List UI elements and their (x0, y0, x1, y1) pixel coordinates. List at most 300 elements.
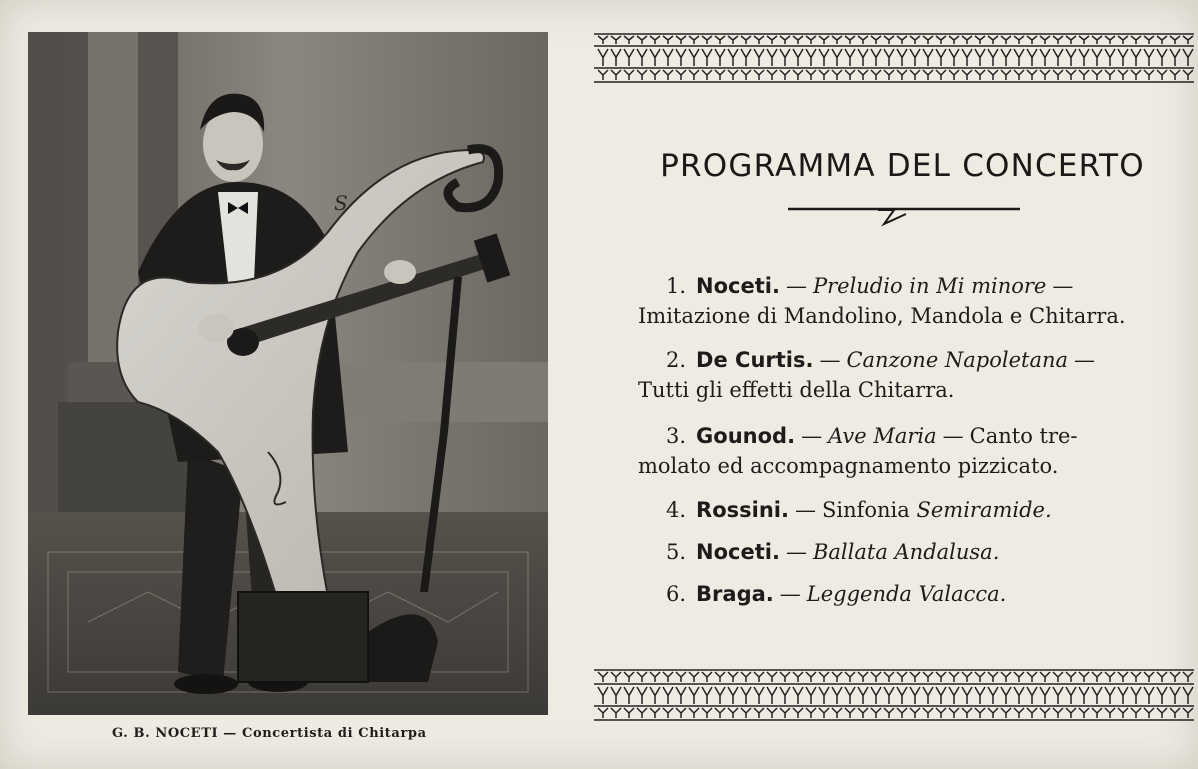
border-motif (1131, 36, 1141, 44)
border-motif (598, 687, 608, 704)
border-motif (975, 672, 985, 682)
border-motif (650, 672, 660, 682)
border-motif (702, 672, 712, 682)
border-motif (832, 708, 842, 718)
border-motif (845, 36, 855, 44)
border-motif (1027, 70, 1037, 80)
border-motif (1157, 687, 1167, 704)
border-motif (1040, 687, 1050, 704)
border-motif (1092, 49, 1102, 66)
border-motif (676, 672, 686, 682)
border-motif (988, 36, 998, 44)
border-motif (728, 687, 738, 704)
border-motif (923, 36, 933, 44)
border-motif (1144, 49, 1154, 66)
border-motif (819, 49, 829, 66)
border-motif (819, 708, 829, 718)
border-motif (897, 672, 907, 682)
border-motif (650, 70, 660, 80)
border-motif (806, 70, 816, 80)
border-motif (871, 70, 881, 80)
border-motif (819, 70, 829, 80)
border-motif (1183, 49, 1193, 66)
border-motif (949, 672, 959, 682)
border-motif (1118, 672, 1128, 682)
item-note: molato ed accompagnamento pizzicato. (638, 454, 1059, 478)
program-item-2 (638, 348, 1173, 402)
border-motif (1014, 49, 1024, 66)
border-motif (728, 49, 738, 66)
border-motif (1157, 49, 1167, 66)
border-motif (715, 687, 725, 704)
border-motif (858, 36, 868, 44)
border-motif (689, 708, 699, 718)
border-motif (728, 672, 738, 682)
border-motif (741, 708, 751, 718)
border-motif (1066, 672, 1076, 682)
border-motif (1027, 672, 1037, 682)
border-motif (897, 70, 907, 80)
border-motif (949, 49, 959, 66)
border-motif (663, 70, 673, 80)
border-motif (910, 687, 920, 704)
border-motif (1157, 708, 1167, 718)
border-motif (806, 49, 816, 66)
border-motif (780, 687, 790, 704)
border-motif (1170, 672, 1180, 682)
item-piece: Semiramide. (916, 498, 1052, 522)
border-motif (923, 70, 933, 80)
border-motif (962, 687, 972, 704)
border-motif (1040, 49, 1050, 66)
border-motif (1183, 708, 1193, 718)
border-motif (689, 672, 699, 682)
border-motif (663, 687, 673, 704)
border-motif (715, 70, 725, 80)
border-motif (1027, 36, 1037, 44)
item-composer: Noceti. (696, 274, 780, 298)
border-motif (741, 687, 751, 704)
border-motif (741, 49, 751, 66)
border-motif (923, 672, 933, 682)
border-motif (1183, 70, 1193, 80)
border-motif (884, 687, 894, 704)
border-motif (858, 687, 868, 704)
border-motif (936, 708, 946, 718)
border-motif (1131, 70, 1141, 80)
border-motif (975, 49, 985, 66)
border-motif (715, 49, 725, 66)
border-motif (923, 708, 933, 718)
ornamental-border-bottom (592, 666, 1196, 724)
border-motif (715, 708, 725, 718)
border-motif (1092, 672, 1102, 682)
border-motif (637, 708, 647, 718)
border-motif (858, 49, 868, 66)
border-motif (962, 708, 972, 718)
border-motif (962, 36, 972, 44)
border-motif (1001, 687, 1011, 704)
border-motif (663, 36, 673, 44)
border-motif (741, 36, 751, 44)
border-motif (702, 49, 712, 66)
border-motif (780, 36, 790, 44)
border-motif (741, 672, 751, 682)
title-underline-ornament (786, 202, 1022, 228)
border-motif (845, 672, 855, 682)
border-motif (806, 36, 816, 44)
border-motif (650, 36, 660, 44)
border-motif (910, 49, 920, 66)
item-dash: — (794, 498, 816, 522)
border-motif (702, 70, 712, 80)
border-motif (1118, 49, 1128, 66)
border-motif (806, 708, 816, 718)
border-motif (624, 687, 634, 704)
border-motif (988, 672, 998, 682)
item-dash-trailing: — (942, 424, 964, 448)
item-dash: — (785, 274, 807, 298)
border-motif (884, 36, 894, 44)
border-motif (1170, 36, 1180, 44)
border-motif (702, 687, 712, 704)
border-motif (845, 49, 855, 66)
border-motif (1001, 672, 1011, 682)
item-composer: Gounod. (696, 424, 796, 448)
item-number: 2. (666, 348, 687, 372)
photograph-illustration (28, 32, 548, 715)
border-motif (598, 36, 608, 44)
border-motif (962, 672, 972, 682)
border-motif (949, 687, 959, 704)
border-motif (897, 36, 907, 44)
border-motif (975, 687, 985, 704)
border-motif (845, 708, 855, 718)
border-motif (1053, 672, 1063, 682)
border-motif (624, 49, 634, 66)
border-motif (1131, 672, 1141, 682)
program-title: PROGRAMMA DEL CONCERTO (660, 148, 1145, 184)
border-motif (624, 70, 634, 80)
item-composer: Noceti. (696, 540, 780, 564)
border-motif (910, 708, 920, 718)
border-motif (1105, 70, 1115, 80)
border-motif (598, 672, 608, 682)
border-motif (767, 70, 777, 80)
border-motif (715, 672, 725, 682)
border-motif (962, 70, 972, 80)
border-motif (637, 687, 647, 704)
border-motif (1170, 70, 1180, 80)
border-motif (793, 36, 803, 44)
performer-photograph (28, 32, 548, 715)
border-motif (1027, 49, 1037, 66)
item-dash: — (779, 582, 801, 606)
border-motif (1079, 708, 1089, 718)
border-motif (676, 36, 686, 44)
border-motif (1157, 672, 1167, 682)
border-motif (650, 708, 660, 718)
border-motif (728, 708, 738, 718)
border-motif (988, 70, 998, 80)
border-motif (1066, 70, 1076, 80)
border-motif (819, 672, 829, 682)
border-motif (637, 49, 647, 66)
item-dash: — (801, 424, 823, 448)
border-motif (1105, 49, 1115, 66)
border-motif (1105, 672, 1115, 682)
border-motif (975, 708, 985, 718)
border-motif (1092, 687, 1102, 704)
border-motif (910, 70, 920, 80)
photo-caption: G. B. NOCETI — Concertista di Chitarpa (112, 726, 427, 741)
border-motif (754, 672, 764, 682)
border-motif (767, 672, 777, 682)
border-motif (806, 672, 816, 682)
border-motif (923, 687, 933, 704)
border-motif (1027, 708, 1037, 718)
border-motif (1079, 70, 1089, 80)
border-motif (689, 49, 699, 66)
border-motif (1157, 36, 1167, 44)
border-motif (1066, 49, 1076, 66)
item-number: 1. (666, 274, 687, 298)
border-motif (1014, 672, 1024, 682)
border-motif (611, 49, 621, 66)
border-motif (1170, 708, 1180, 718)
border-motif (676, 70, 686, 80)
border-motif (806, 687, 816, 704)
border-motif (676, 687, 686, 704)
border-motif (1183, 36, 1193, 44)
border-motif (793, 708, 803, 718)
border-motif (728, 70, 738, 80)
border-motif (1079, 672, 1089, 682)
border-motif (1144, 708, 1154, 718)
item-note: Tutti gli effetti della Chitarra. (638, 378, 955, 402)
border-motif (1105, 36, 1115, 44)
border-motif (910, 36, 920, 44)
border-motif (884, 708, 894, 718)
sound-hole-s-mark: S (334, 191, 348, 215)
item-number: 4. (666, 498, 687, 522)
border-motif (832, 687, 842, 704)
border-motif (689, 687, 699, 704)
border-motif (650, 49, 660, 66)
border-motif (1170, 687, 1180, 704)
border-motif (871, 708, 881, 718)
border-motif (780, 49, 790, 66)
border-motif (598, 708, 608, 718)
item-composer: De Curtis. (696, 348, 814, 372)
program-item-5 (638, 540, 1173, 564)
border-motif (715, 36, 725, 44)
program-item-3 (638, 424, 1173, 478)
border-motif (1053, 687, 1063, 704)
border-motif (676, 708, 686, 718)
border-motif (962, 49, 972, 66)
border-motif (598, 70, 608, 80)
border-motif (1144, 70, 1154, 80)
border-motif (780, 70, 790, 80)
item-piece: Canzone Napoletana (846, 348, 1069, 372)
border-motif (1079, 49, 1089, 66)
border-motif (897, 687, 907, 704)
item-number: 6. (666, 582, 687, 606)
border-motif (858, 708, 868, 718)
border-motif (1001, 708, 1011, 718)
border-motif (988, 708, 998, 718)
border-motif (611, 708, 621, 718)
harp-base (238, 592, 368, 682)
border-motif (949, 70, 959, 80)
program-item-4 (638, 498, 1173, 522)
border-motif (936, 70, 946, 80)
border-motif (1014, 70, 1024, 80)
border-motif (676, 49, 686, 66)
item-note-start: Canto tre- (969, 424, 1078, 448)
border-motif (936, 687, 946, 704)
border-motif (1118, 708, 1128, 718)
border-motif (858, 70, 868, 80)
border-motif (1118, 687, 1128, 704)
item-piece: Ballata Andalusa. (812, 540, 1000, 564)
border-motif (845, 687, 855, 704)
border-motif (1014, 36, 1024, 44)
border-motif (832, 672, 842, 682)
border-motif (702, 36, 712, 44)
border-motif (884, 70, 894, 80)
item-piece: Preludio in Mi minore (812, 274, 1047, 298)
border-motif (845, 70, 855, 80)
border-motif (637, 672, 647, 682)
border-motif (663, 672, 673, 682)
border-motif (975, 36, 985, 44)
border-motif (1105, 687, 1115, 704)
border-motif (1079, 687, 1089, 704)
border-motif (832, 36, 842, 44)
border-motif (897, 49, 907, 66)
border-motif (1183, 687, 1193, 704)
item-piece: Leggenda Valacca. (806, 582, 1007, 606)
program-item-1 (638, 274, 1173, 328)
border-motif (1144, 687, 1154, 704)
border-motif (637, 70, 647, 80)
border-motif (1014, 687, 1024, 704)
border-motif (1144, 36, 1154, 44)
border-motif (910, 672, 920, 682)
program-item-6 (638, 582, 1173, 606)
border-motif (832, 49, 842, 66)
border-motif (1118, 36, 1128, 44)
border-motif (793, 70, 803, 80)
border-motif (611, 672, 621, 682)
border-motif (936, 672, 946, 682)
border-motif (1053, 49, 1063, 66)
border-motif (780, 672, 790, 682)
border-motif (702, 708, 712, 718)
border-motif (1040, 70, 1050, 80)
border-motif (871, 687, 881, 704)
border-motif (767, 49, 777, 66)
border-motif (663, 49, 673, 66)
border-motif (988, 687, 998, 704)
border-motif (897, 708, 907, 718)
border-motif (1092, 70, 1102, 80)
border-motif (728, 36, 738, 44)
border-motif (988, 49, 998, 66)
border-motif (1027, 687, 1037, 704)
ornamental-border-top (592, 30, 1196, 86)
border-motif (949, 708, 959, 718)
border-motif (871, 672, 881, 682)
border-motif (1118, 70, 1128, 80)
item-composer: Braga. (696, 582, 774, 606)
border-motif (754, 687, 764, 704)
border-motif (1131, 49, 1141, 66)
border-motif (1040, 36, 1050, 44)
border-motif (754, 70, 764, 80)
border-motif (598, 49, 608, 66)
border-motif (1001, 36, 1011, 44)
border-motif (871, 49, 881, 66)
border-motif (819, 687, 829, 704)
border-motif (1079, 36, 1089, 44)
border-motif (611, 70, 621, 80)
border-motif (793, 672, 803, 682)
item-dash-trailing: — (1074, 348, 1096, 372)
item-piece: Ave Maria (828, 424, 937, 448)
border-motif (624, 672, 634, 682)
border-motif (1131, 687, 1141, 704)
border-motif (611, 687, 621, 704)
border-motif (1157, 70, 1167, 80)
border-motif (663, 708, 673, 718)
border-motif (1170, 49, 1180, 66)
border-motif (767, 687, 777, 704)
border-motif (1066, 36, 1076, 44)
item-dash-trailing: — (1052, 274, 1074, 298)
border-motif (1105, 708, 1115, 718)
border-motif (767, 708, 777, 718)
border-motif (754, 708, 764, 718)
border-motif (1040, 672, 1050, 682)
border-motif (871, 36, 881, 44)
border-motif (689, 36, 699, 44)
border-motif (936, 36, 946, 44)
border-motif (624, 36, 634, 44)
item-dash: — (819, 348, 841, 372)
border-motif (754, 49, 764, 66)
border-motif (858, 672, 868, 682)
border-motif (689, 70, 699, 80)
border-motif (1001, 70, 1011, 80)
border-motif (1053, 70, 1063, 80)
border-motif (1183, 672, 1193, 682)
item-number: 3. (666, 424, 687, 448)
border-motif (1040, 708, 1050, 718)
item-note: Imitazione di Mandolino, Mandola e Chitarra. (638, 304, 1126, 328)
border-motif (923, 49, 933, 66)
item-dash: — (785, 540, 807, 564)
border-motif (793, 49, 803, 66)
border-motif (1092, 36, 1102, 44)
border-motif (1092, 708, 1102, 718)
border-motif (754, 36, 764, 44)
border-motif (1053, 708, 1063, 718)
border-motif (1066, 687, 1076, 704)
border-motif (1066, 708, 1076, 718)
